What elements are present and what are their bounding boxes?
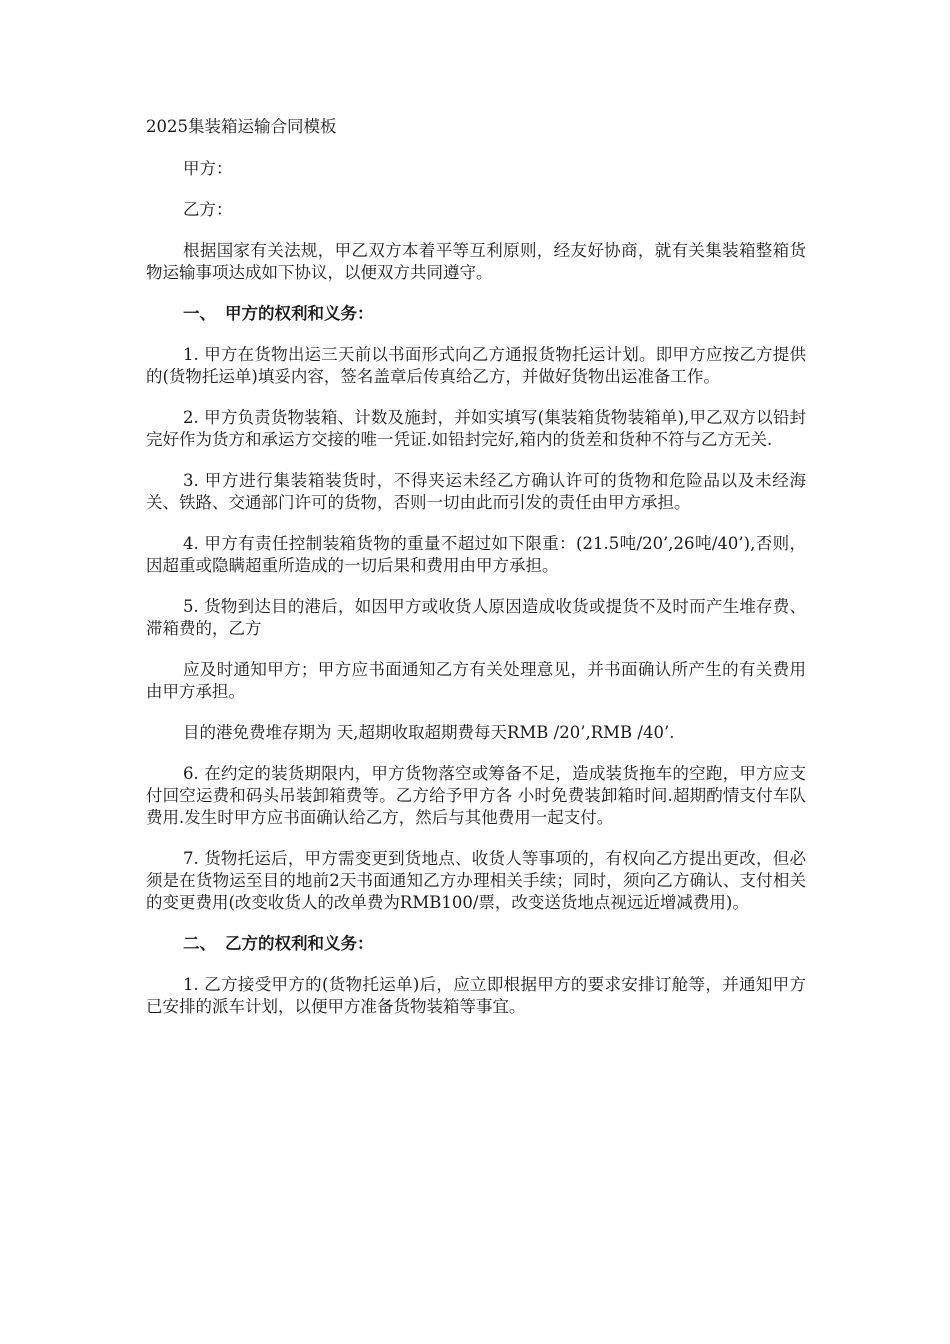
section-heading-1 [146,303,806,325]
document-page [146,116,806,1037]
intro-paragraph: 根据国家有关法规，甲乙双方本着平等互利原则，经友好协商，就有关集装箱整箱货物运输事项达成如下协议，以便双方共同遵守。 [146,241,806,282]
clause-paragraph: 1. 乙方接受甲方的(货物托运单)后，应立即根据甲方的要求安排订舱等，并通知甲方已安排的派车计划，以便甲方准备货物装箱等事宜。 [146,975,806,1016]
clause-paragraph: 6. 在约定的装货期限内，甲方货物落空或筹备不足，造成装货拖车的空跑，甲方应支付回空运费和码头吊装卸箱费等。乙方给予甲方各 小时免费装卸箱时间.超期酌情支付车队费用.发生时甲方应书面确认给乙方，然后与其他费用一起支付。 [146,764,806,827]
clause-paragraph: 目的港免费堆存期为 天,超期收取超期费每天RMB /20’,RMB /40’. [183,723,675,742]
section-number: 一、 [183,304,216,323]
clause-paragraph: 7. 货物托运后，甲方需变更到货地点、收货人等事项的，有权向乙方提出更改，但必须是在货物运至目的地前2天书面通知乙方办理相关手续；同时，须向乙方确认、支付相关的变更费用(改变收货人的改单费为RMB100/票，改变送货地点视远近增减费用)。 [146,849,806,912]
section-heading-2 [146,933,806,955]
party-b-line: 乙方： [183,200,233,219]
party-a-line: 甲方： [183,159,233,178]
section-heading-text: 乙方的权利和义务： [225,934,374,953]
clause-paragraph: 应及时通知甲方；甲方应书面通知乙方有关处理意见，并书面确认所产生的有关费用由甲方承担。 [146,660,806,701]
document-title: 2025集装箱运输合同模板 [146,117,337,136]
clause-paragraph: 3. 甲方进行集装箱装货时，不得夹运未经乙方确认许可的货物和危险品以及未经海关、铁路、交通部门许可的货物，否则一切由此而引发的责任由甲方承担。 [146,471,806,512]
clause-paragraph: 4. 甲方有责任控制装箱货物的重量不超过如下限重：(21.5吨/20’,26吨/40’),否则， 因超重或隐瞒超重所造成的一切后果和费用由甲方承担。 [146,534,806,575]
clause-paragraph: 5. 货物到达目的港后，如因甲方或收货人原因造成收货或提货不及时而产生堆存费、滞箱费的，乙方 [146,597,806,638]
clause-paragraph: 2. 甲方负责货物装箱、计数及施封，并如实填写(集装箱货物装箱单),甲乙双方以铅封完好作为货方和承运方交接的唯一凭证.如铅封完好,箱内的货差和货种不符与乙方无关. [146,408,806,449]
clause-paragraph: 1. 甲方在货物出运三天前以书面形式向乙方通报货物托运计划。即甲方应按乙方提供的(货物托运单)填妥内容，签名盖章后传真给乙方，并做好货物出运准备工作。 [146,345,806,386]
section-heading-text: 甲方的权利和义务： [225,304,374,323]
section-number: 二、 [183,934,216,953]
